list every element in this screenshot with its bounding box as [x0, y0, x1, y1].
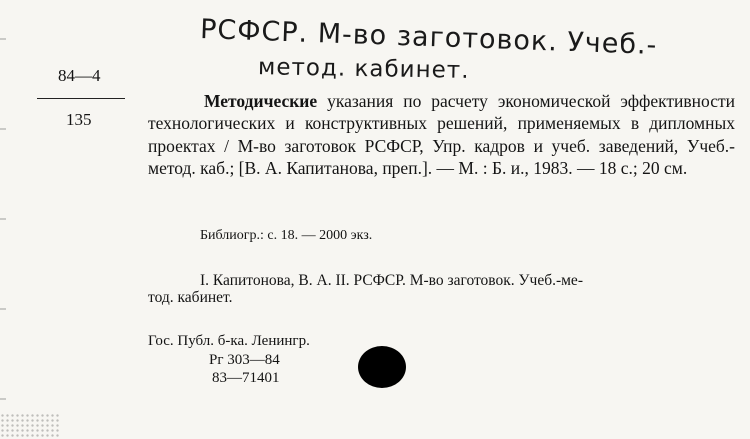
shelfmark-bottom: 135	[66, 110, 92, 129]
bibliographic-entry	[148, 90, 735, 180]
shelfmark-divider	[37, 98, 125, 99]
handwritten-heading-line1: РСФСР. М-во заготовок. Учеб.-	[199, 14, 658, 61]
library-stamp: Гос. Публ. б-ка. Ленингр.	[148, 333, 310, 349]
tracings-line1: I. Капитонова, В. А. II. РСФСР. М-во заготовок. Учеб.-ме-	[200, 272, 583, 289]
entry-heading: Методические	[204, 91, 318, 111]
stamp-code-1: Рг 303—84	[209, 352, 280, 368]
tracings-line2: тод. кабинет.	[148, 289, 233, 306]
shelfmark-top: 84—4	[58, 66, 101, 85]
card-edge-marks	[0, 0, 6, 439]
stamp-code-2: 83—71401	[212, 370, 280, 386]
corner-smudge	[0, 413, 60, 439]
handwritten-heading-line2: метод. кабинет.	[257, 54, 470, 84]
bibliography-note: Библиогр.: с. 18. — 2000 экз.	[200, 228, 373, 243]
entry-description: указания по расчету экономической эффективности технологических и конструктивных решений, применяемых в дипломных проектах / М-во заготовок РСФСР, Упр. кадров и учеб. заведений, Учеб.-метод. каб.; [В. А. Капитанова, преп.]. — М. : Б. и., 1983. — 18 с.; 20 см.	[148, 91, 735, 179]
punch-hole	[358, 346, 406, 388]
